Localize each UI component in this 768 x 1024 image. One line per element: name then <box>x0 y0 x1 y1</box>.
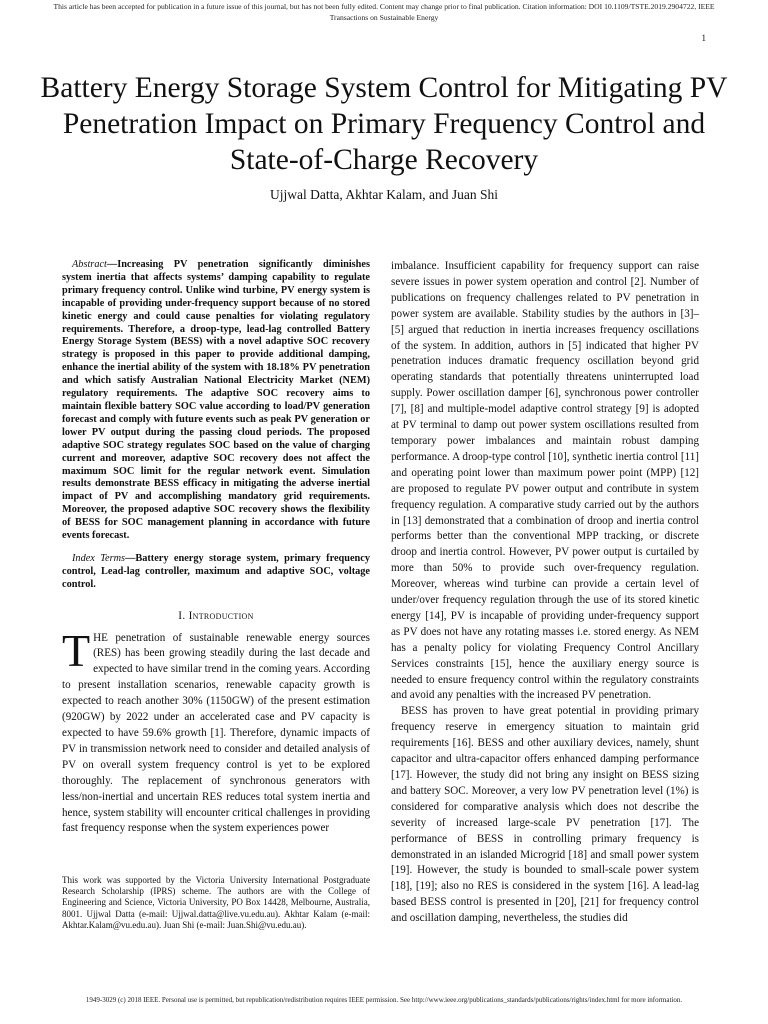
index-terms-text: —Battery energy storage system, primary frequency control, Lead-lag controller, maximum and adaptive SOC, voltage control. <box>62 552 370 590</box>
section-heading-introduction <box>62 609 370 625</box>
abstract-label: Abstract <box>72 259 107 270</box>
right-column <box>391 259 699 927</box>
page-number: 1 <box>701 33 706 43</box>
section-title: Introduction <box>188 609 254 622</box>
notice-line-2: Transactions on Sustainable Energy <box>329 12 439 22</box>
copyright-footer: 1949-3029 (c) 2018 IEEE. Personal use is permitted, but republication/redistribution requires IEEE permission. See http://www.ieee.org/publications_standards/publications/rights/index.html for more information. <box>85 996 683 1004</box>
body-paragraph-2: BESS has proven to have great potential in providing primary frequency reserve in emergency situation to maintain grid requirements [16]. BESS and other auxiliary devices, namely, shunt capacitor and ultra-capacitor offers enhanced damping performance [17]. However, the study did not bring any insight on BESS sizing and battery SOC. Moreover, a very low PV penetration level (1%) is considered for comparative analysis which does not describe the severity of increased large-scale PV penetration [17]. The performance of BESS in controlling primary frequency is demonstrated in an islanded Microgrid [18] and small power system [19]. However, the study is bounded to small-scale power system [18], [19]; also no RES is considered in the system [16]. A lead-lag based BESS control is presented in [20], [21] for frequency control and oscillation damping, nevertheless, the studies did <box>391 705 699 925</box>
intro-text: penetration of sustainable renewable energy sources (RES) has been growing steadily during the last decade and expected to have similar trend in the coming years. According to present installation scenarios, renewable capacity growth is expected to reach another 30% (1150GW) of the present estimation (920GW) by 2022 under an accelerated case and PV capacity is expected to have 59.6% growth [1]. Therefore, dynamic impacts of PV in transmission network need to consider and detailed analysis of PV on overall system frequency control is yet to be explored thoroughly. The replacement of synchronous generators with less/non-inertial and uncertain RES reduces total system inertia and hence, system stability will encounter critical challenges in providing fast frequency response when the system experiences power <box>62 631 370 835</box>
body-paragraph-1: imbalance. Insufficient capability for frequency support can raise severe issues in power system operation and control [2]. Number of publications on frequency challenges related to PV penetration in power system are available. Stability studies by the authors in [3]–[5] argued that reduction in inertia increases frequency oscillations of the system. In addition, authors in [5] indicated that higher PV penetration induces dramatic frequency oscillation beyond grid operating standards that potentially threatens uninterrupted load supply. Power oscillation damper [6], synchronous power controller [7], [8] and multiple-model adaptive control strategy [9] is adopted at PV terminal to damp out power system oscillations resulted from temporary power imbalances and maintain robust damping performance. A droop-type control [10], synthetic inertia control [11] and operating point lower than maximum power point (MPP) [12] are proposed to regulate PV power output and contribute in system frequency regulation. A comparative study carried out by the authors in [13] demonstrated that a combination of droop and inertia control performs better than the conventional MPP tracking, or discrete droop and inertia control. However, PV power output is curtailed by more than 50% to provide such over-frequency regulation. Moreover, whereas wind turbine can provide a certain level of under/over frequency regulation through the use of its stored kinetic energy [14], PV is incapable of providing under-frequency support as PV does not have any rotating masses i.e. stored energy. As NEM has a penalty policy for violating Frequency Control Ancillary Services constraints [15], hence the auxiliary energy source is needed to ensure frequency control within the regulatory constraints and avoid any penalties with the increased PV penetration. <box>391 260 699 702</box>
intro-cap-rest: HE <box>93 631 108 644</box>
author-list: Ujjwal Datta, Akhtar Kalam, and Juan Shi <box>270 187 498 202</box>
paper-title: Battery Energy Storage System Control for Mitigating PV Penetration Impact on Primary Frequency Control and State-of-Charge Recovery <box>40 72 728 176</box>
drop-cap: T <box>62 624 91 676</box>
footnote: This work was supported by the Victoria University International Postgraduate Research Scholarship (IPRS) scheme. The authors are with the College of Engineering and Science, Victoria University, PO Box 14428, Melbourne, Australia, 8001. Ujjwal Datta (e-mail: Ujjwal.datta@live.vu.edu.au). Akhtar Kalam (e-mail: Akhtar.Kalam@vu.edu.au). Juan Shi (e-mail: Juan.Shi@vu.edu.au). <box>62 875 370 930</box>
index-terms <box>62 553 370 592</box>
abstract <box>62 259 370 543</box>
abstract-text: —Increasing PV penetration significantly diminishes system inertia that affects systems’ damping capability to regulate primary frequency control. Unlike wind turbine, PV energy system is incapable of providing under-frequency support because of no stored kinetic energy and could cause penalties for violating regulatory requirements. Therefore, a droop-type, lead-lag controlled Battery Energy Storage System (BESS) with a novel adaptive SOC recovery strategy is proposed in this paper to provide additional damping, enhance the inertial ability of the system with 18.18% PV penetration and which satisfy Australian National Electricity Market (NEM) regulatory requirements. The adaptive SOC recovery aims to maintain flexible battery SOC value according to load/PV generation forecast and comply with future events such as peak PV generation or lower PV output during the passing cloud periods. The proposed adaptive SOC strategy regulates SOC based on the value of charging current and moreover, adaptive SOC recovery does not affect the maximum SOC limit for the regular network event. Simulation results demonstrate BESS efficacy in mitigating the adverse inertial impact of PV and accomplishing mandatory grid requirements. Moreover, the proposed adaptive SOC recovery shows the flexibility of BESS for SOC management planning in accordance with future events forecast. <box>62 259 370 542</box>
notice-line-1: This article has been accepted for publication in a future issue of this journal, but has not been fully edited. Content may change prior to final publication. Citation information: DOI 10.1109/TSTE.2019.2904722, IEEE <box>53 2 715 11</box>
section-numeral: I. <box>178 609 186 622</box>
intro-paragraph <box>62 624 370 838</box>
publication-notice <box>0 2 768 23</box>
left-column <box>62 259 370 837</box>
index-terms-label: Index Terms <box>72 552 126 564</box>
